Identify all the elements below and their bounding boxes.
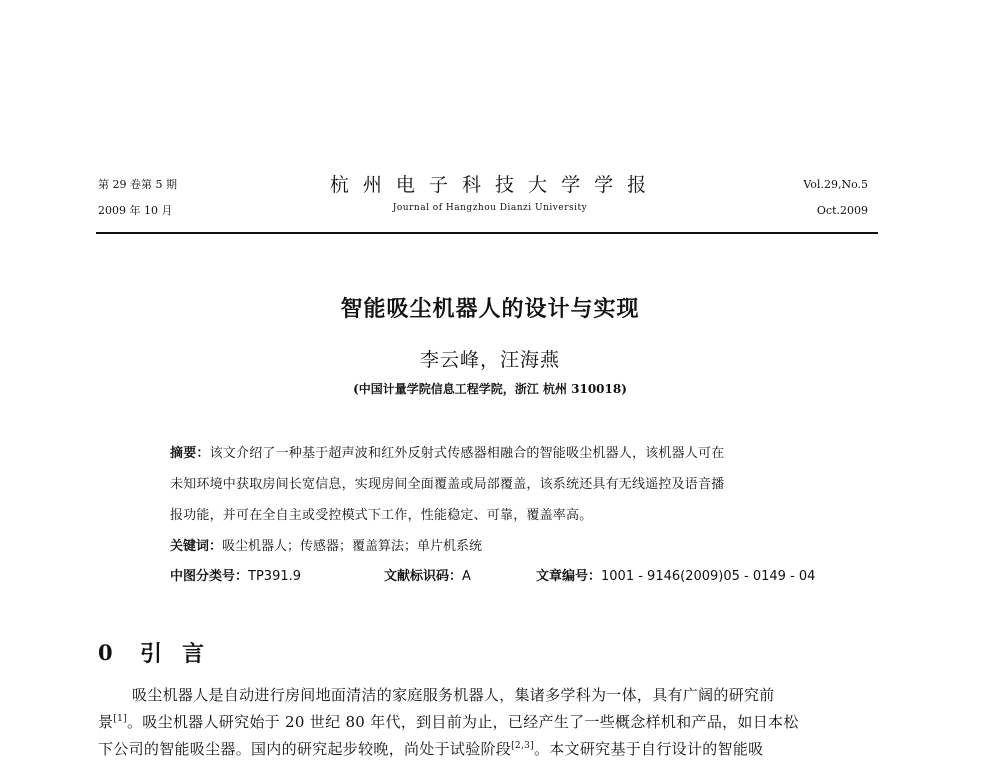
keywords-label: 关键词： — [170, 539, 223, 554]
section-title: 引言 — [140, 641, 225, 667]
journal-title-en: Journal of Hangzhou Dianzi University — [392, 203, 588, 213]
keywords-line — [170, 535, 482, 554]
body-line-3-rest: 。本文研究基于自行设计的智能吸 — [533, 740, 764, 758]
article-title: 智能吸尘机器人的设计与实现 — [340, 296, 640, 322]
abstract-line-2: 未知环境中获取房间长宽信息，实现房间全面覆盖或局部覆盖，该系统还具有无线遥控及语音播 — [170, 477, 725, 492]
body-line-2-rest: 。吸尘机器人研究始于 20 世纪 80 年代，到目前为止，已经产生了一些概念样机和产品，如日本松 — [126, 713, 799, 731]
body-line-2 — [98, 711, 799, 732]
body-line-2-start: 景 — [98, 713, 114, 731]
article-authors: 李云峰，汪海燕 — [419, 349, 560, 371]
section-number: 0 — [98, 640, 113, 665]
body-line-3-start: 下公司的智能吸尘器。国内的研究起步较晚，尚处于试验阶段 — [98, 740, 512, 758]
header-date-cn: 2009 年 10 月 — [98, 204, 173, 217]
doc-label: 文献标识码： — [384, 569, 463, 584]
journal-title-cn: 杭 州 电 子 科 技 大 学 学 报 — [329, 174, 651, 196]
citation-ref-1[interactable]: [1] — [113, 714, 127, 724]
keywords-value: 吸尘机器人；传感器；覆盖算法；单片机系统 — [222, 539, 483, 554]
abstract-label: 摘要： — [170, 446, 210, 461]
art-value: 1001 - 9146(2009)05 - 0149 - 04 — [601, 569, 816, 584]
doc-value: A — [462, 569, 471, 584]
abstract-line-1 — [170, 442, 724, 461]
article-number — [536, 565, 815, 584]
header-volume-en: Vol.29,No.5 — [803, 178, 868, 191]
header-date-en: Oct.2009 — [816, 204, 868, 217]
header-rule — [96, 232, 878, 234]
clc-label: 中图分类号： — [170, 569, 249, 584]
citation-ref-2-3[interactable]: [2,3] — [511, 741, 534, 751]
header-volume-cn: 第 29 卷第 5 期 — [98, 178, 177, 191]
abstract-text-1: 该文介绍了一种基于超声波和红外反射式传感器相融合的智能吸尘机器人，该机器人可在 — [209, 446, 725, 461]
document-code — [384, 565, 471, 584]
art-label: 文章编号： — [536, 569, 602, 584]
body-line-3 — [98, 738, 763, 759]
clc-value: TP391.9 — [248, 569, 302, 584]
body-line-1: 吸尘机器人是自动进行房间地面清洁的家庭服务机器人，集诸多学科为一体，具有广阔的研究前 — [132, 686, 775, 704]
article-affiliation: (中国计量学院信息工程学院，浙江 杭州 310018) — [353, 382, 627, 396]
abstract-line-3: 报功能，并可在全自主或受控模式下工作，性能稳定、可靠，覆盖率高。 — [170, 508, 593, 523]
clc-number — [170, 565, 301, 584]
